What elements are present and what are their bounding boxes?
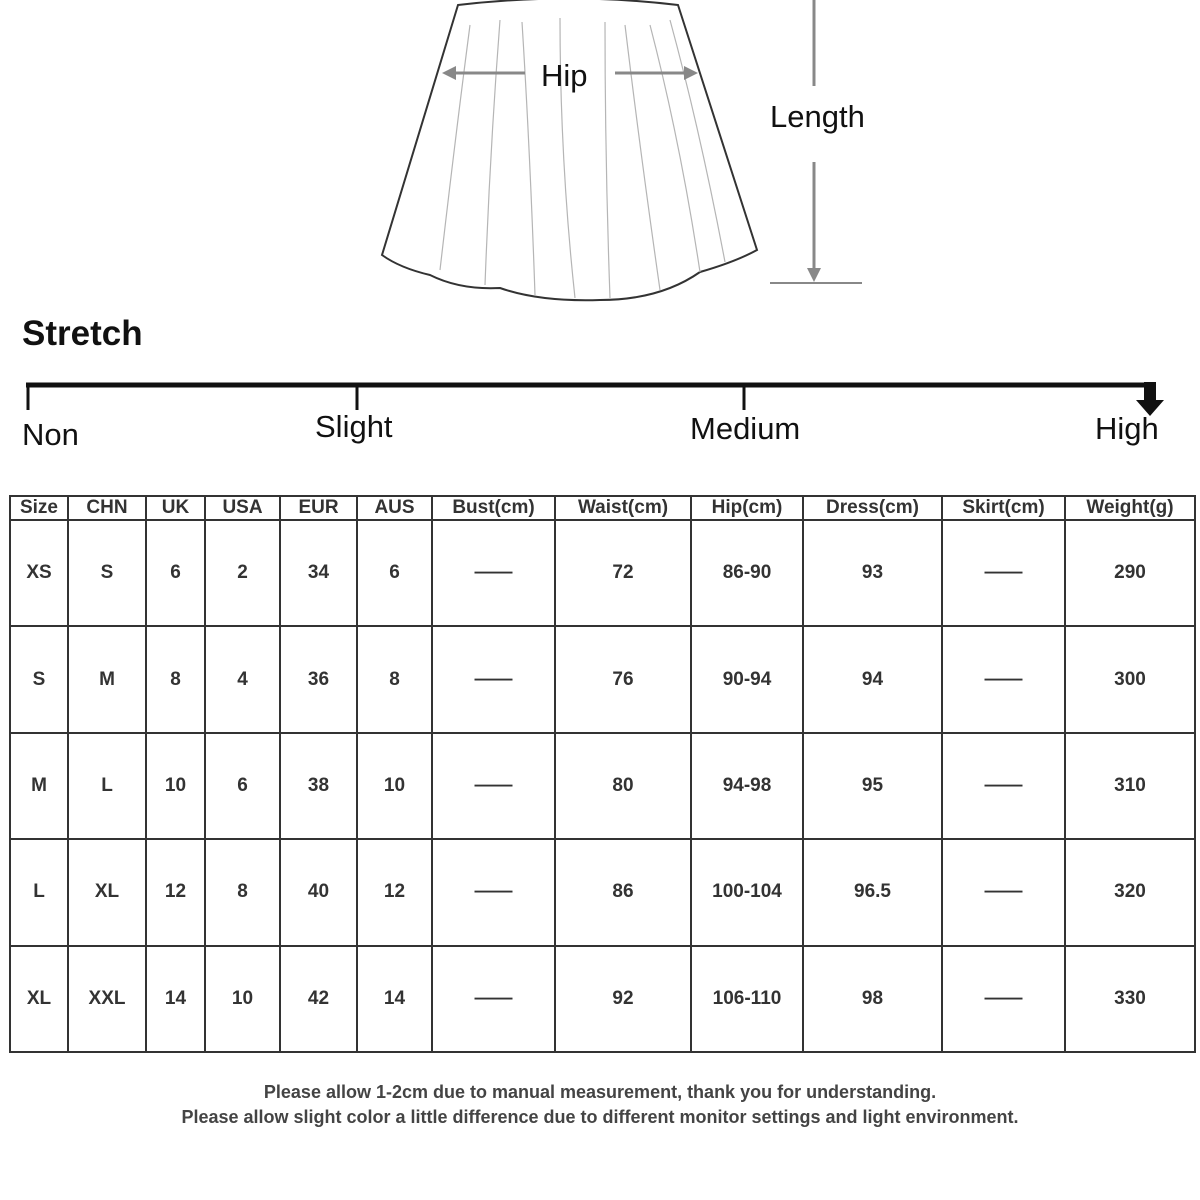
table-cell: 320: [1065, 839, 1195, 945]
table-cell: ——: [432, 520, 555, 626]
table-cell: 106-110: [691, 946, 803, 1052]
header-dress: Dress(cm): [803, 496, 942, 520]
table-cell: 42: [280, 946, 357, 1052]
stretch-scale-bar: [0, 370, 1200, 430]
table-cell: M: [68, 626, 146, 732]
stretch-level-medium: Medium: [690, 411, 801, 446]
table-cell: 10: [205, 946, 280, 1052]
table-row: [10, 839, 1195, 945]
skirt-outline: [382, 0, 757, 300]
hip-label: Hip: [541, 58, 588, 93]
table-cell: 14: [357, 946, 432, 1052]
table-cell: M: [10, 733, 68, 839]
header-skirt: Skirt(cm): [942, 496, 1065, 520]
table-cell: 90-94: [691, 626, 803, 732]
table-cell: ——: [942, 626, 1065, 732]
size-table: [9, 495, 1196, 1053]
stretch-level-slight: Slight: [315, 409, 393, 444]
table-cell: 72: [555, 520, 691, 626]
header-bust: Bust(cm): [432, 496, 555, 520]
table-cell: 94: [803, 626, 942, 732]
table-cell: 6: [146, 520, 205, 626]
stretch-level-high: High: [1095, 411, 1159, 446]
header-weight: Weight(g): [1065, 496, 1195, 520]
table-cell: ——: [432, 946, 555, 1052]
table-cell: XL: [10, 946, 68, 1052]
table-cell: 92: [555, 946, 691, 1052]
header-eur: EUR: [280, 496, 357, 520]
table-cell: L: [68, 733, 146, 839]
table-cell: ——: [942, 733, 1065, 839]
table-cell: 330: [1065, 946, 1195, 1052]
header-waist: Waist(cm): [555, 496, 691, 520]
table-cell: 8: [146, 626, 205, 732]
table-cell: 290: [1065, 520, 1195, 626]
table-cell: 4: [205, 626, 280, 732]
header-size: Size: [10, 496, 68, 520]
table-cell: ——: [942, 520, 1065, 626]
table-cell: S: [68, 520, 146, 626]
table-cell: 8: [205, 839, 280, 945]
table-cell: 300: [1065, 626, 1195, 732]
header-chn: CHN: [68, 496, 146, 520]
header-uk: UK: [146, 496, 205, 520]
table-cell: 80: [555, 733, 691, 839]
table-row: [10, 520, 1195, 626]
table-cell: ——: [432, 839, 555, 945]
table-cell: 6: [357, 520, 432, 626]
table-cell: 96.5: [803, 839, 942, 945]
table-cell: 93: [803, 520, 942, 626]
table-cell: 10: [146, 733, 205, 839]
table-cell: 2: [205, 520, 280, 626]
header-aus: AUS: [357, 496, 432, 520]
length-label: Length: [770, 99, 865, 134]
note-measurement: Please allow 1-2cm due to manual measurement, thank you for understanding.: [263, 1082, 937, 1102]
table-cell: 310: [1065, 733, 1195, 839]
table-cell: 86: [555, 839, 691, 945]
table-cell: XL: [68, 839, 146, 945]
header-hip: Hip(cm): [691, 496, 803, 520]
table-cell: ——: [942, 946, 1065, 1052]
table-cell: 40: [280, 839, 357, 945]
table-cell: 14: [146, 946, 205, 1052]
table-row: [10, 733, 1195, 839]
table-cell: S: [10, 626, 68, 732]
header-usa: USA: [205, 496, 280, 520]
table-cell: 6: [205, 733, 280, 839]
stretch-level-non: Non: [22, 417, 79, 452]
table-row: [10, 946, 1195, 1052]
table-cell: ——: [432, 733, 555, 839]
table-cell: 34: [280, 520, 357, 626]
table-cell: 36: [280, 626, 357, 732]
stretch-title: Stretch: [22, 314, 143, 353]
stretch-scale: [0, 370, 1200, 460]
table-cell: 8: [357, 626, 432, 732]
table-cell: 95: [803, 733, 942, 839]
table-row: [10, 626, 1195, 732]
table-header-row: [10, 496, 1195, 520]
note-color: Please allow slight color a little difference due to different monitor settings and light environment.: [181, 1107, 1019, 1127]
table-cell: 94-98: [691, 733, 803, 839]
table-cell: XXL: [68, 946, 146, 1052]
table-cell: ——: [942, 839, 1065, 945]
table-cell: 100-104: [691, 839, 803, 945]
table-cell: L: [10, 839, 68, 945]
skirt-illustration: [0, 0, 1200, 310]
table-cell: 12: [146, 839, 205, 945]
table-cell: 10: [357, 733, 432, 839]
table-cell: XS: [10, 520, 68, 626]
length-arrow: [770, 0, 862, 283]
table-cell: 12: [357, 839, 432, 945]
table-cell: 38: [280, 733, 357, 839]
table-cell: ——: [432, 626, 555, 732]
table-cell: 98: [803, 946, 942, 1052]
disclaimer-notes: [0, 1080, 1200, 1130]
table-cell: 86-90: [691, 520, 803, 626]
skirt-measurement-diagram: [0, 0, 1200, 310]
table-cell: 76: [555, 626, 691, 732]
